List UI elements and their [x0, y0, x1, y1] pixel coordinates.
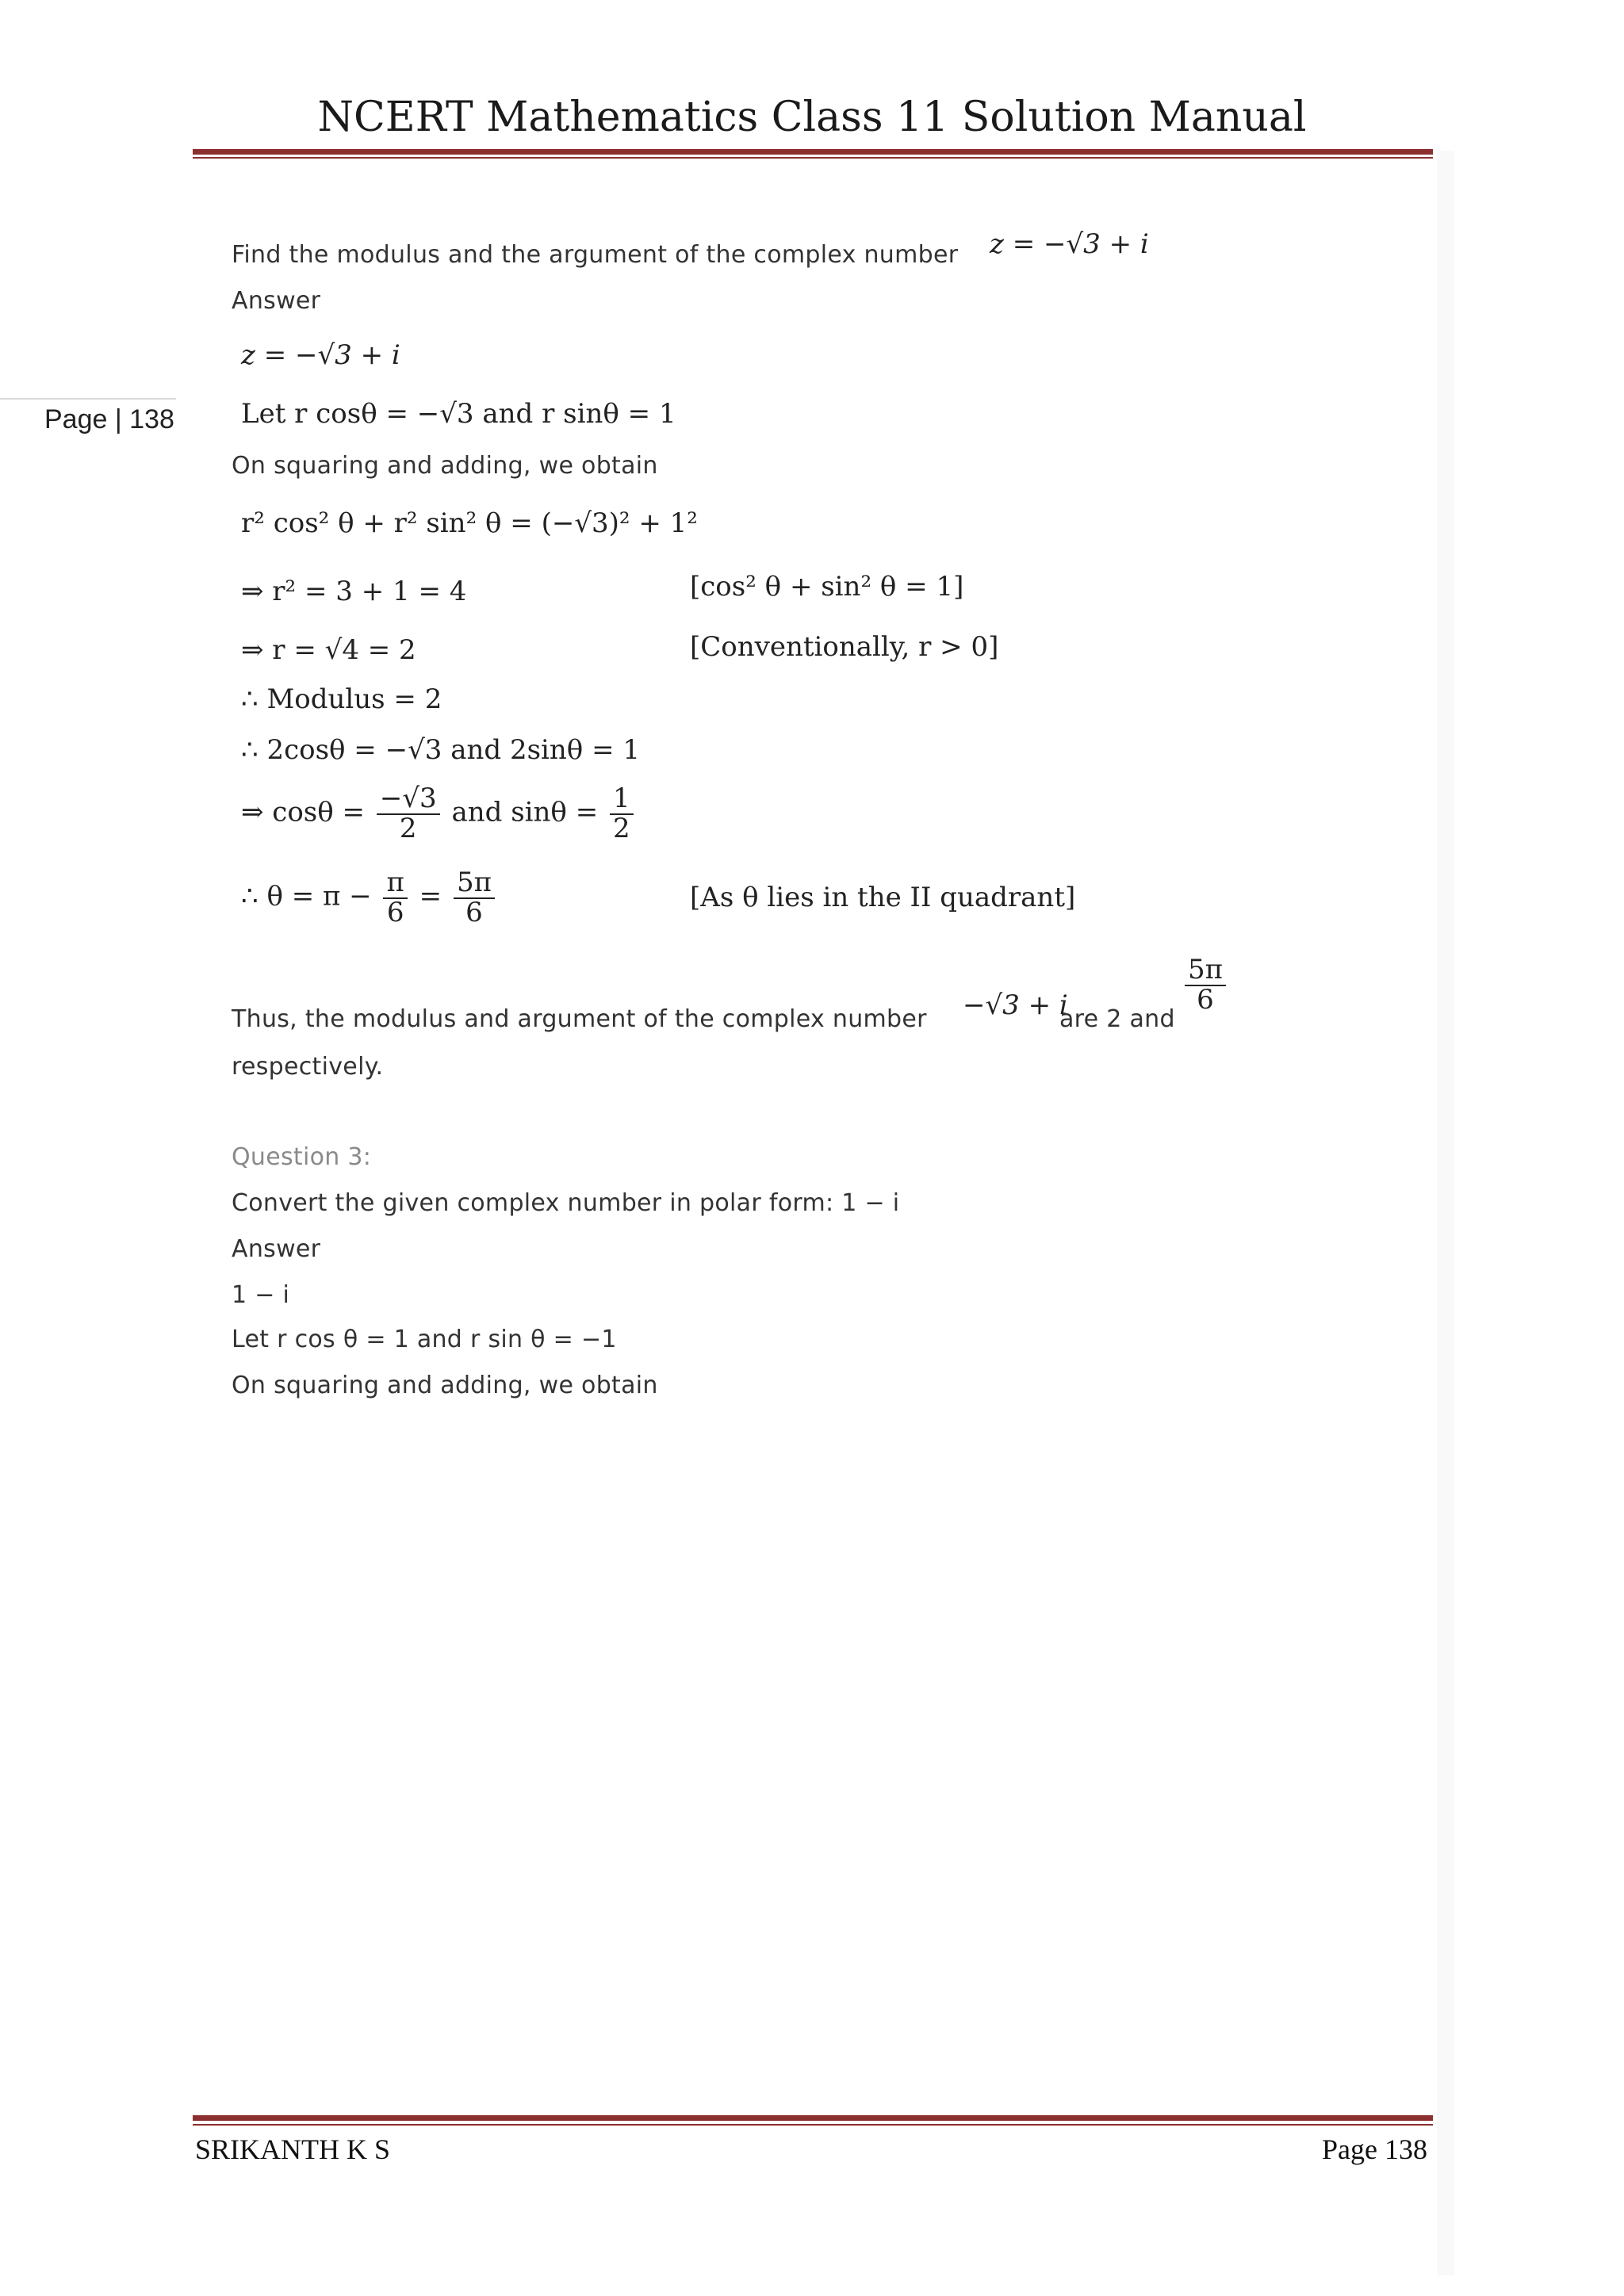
question-3-answer-label: Answer	[232, 1235, 321, 1263]
side-divider	[0, 398, 176, 400]
sin-fraction	[610, 785, 634, 843]
conclusion-text: Thus, the modulus and argument of the complex number	[232, 1005, 927, 1033]
cos-frac-denominator: 2	[399, 812, 417, 844]
header-rule-thick	[193, 149, 1433, 155]
theta-fraction-2	[454, 869, 495, 927]
cos-sin-fractions	[241, 785, 637, 843]
modulus-line: ∴ Modulus = 2	[241, 683, 442, 715]
theta-frac2-numerator: 5π	[454, 869, 495, 899]
squaring-text: On squaring and adding, we obtain	[232, 452, 658, 480]
question-3-text: Convert the given complex number in polar form: 1 − i	[232, 1189, 900, 1217]
question-3-let-line: Let r cos θ = 1 and r sin θ = −1	[232, 1326, 617, 1353]
footer-author: SRIKANTH K S	[195, 2133, 391, 2165]
conclusion-expression: −√3 + i	[963, 989, 1068, 1021]
scan-edge-strip	[1437, 151, 1454, 2275]
side-page-number: Page | 138	[44, 404, 174, 434]
theta-frac1-denominator: 6	[386, 896, 404, 928]
z-expression: z = −√3 + i	[241, 339, 400, 371]
theta-frac2-denominator: 6	[465, 896, 483, 928]
cos-frac-numerator: −√3	[377, 785, 440, 815]
sin-frac-prefix: and sinθ =	[451, 796, 599, 828]
theta-prefix: ∴ θ = π −	[241, 880, 372, 913]
theta-fraction-1	[383, 869, 407, 927]
theta-equation	[241, 869, 498, 927]
footer-rule-thin	[193, 2124, 1433, 2126]
conclusion-fraction	[1182, 956, 1229, 1014]
r-squared-equation: ⇒ r² = 3 + 1 = 4	[241, 576, 467, 607]
r-equation: ⇒ r = √4 = 2	[241, 634, 416, 666]
sin-frac-denominator: 2	[613, 812, 630, 844]
question-3-squaring-text: On squaring and adding, we obtain	[232, 1372, 658, 1399]
conclusion-text-2: are 2 and	[1059, 1005, 1175, 1033]
footer-rule-thick	[193, 2115, 1433, 2121]
theta-frac1-numerator: π	[383, 869, 407, 899]
quadrant-note: [As θ lies in the II quadrant]	[690, 882, 1076, 913]
cos-fraction	[377, 785, 440, 843]
conclusion-respectively: respectively.	[232, 1053, 384, 1081]
cos-sin-line: ∴ 2cosθ = −√3 and 2sinθ = 1	[241, 734, 640, 766]
header-rule-thin	[193, 157, 1433, 159]
question-2-expression: z = −√3 + i	[990, 228, 1149, 260]
conclusion-frac-numerator: 5π	[1185, 956, 1226, 986]
question-2-text: Find the modulus and the argument of the complex number	[232, 241, 959, 269]
answer-label: Answer	[232, 287, 321, 315]
question-3-heading: Question 3:	[232, 1143, 372, 1171]
convention-note: [Conventionally, r > 0]	[690, 631, 999, 663]
conclusion-frac	[1185, 956, 1226, 1014]
cos-frac-prefix: ⇒ cosθ =	[241, 796, 366, 828]
let-equation: Let r cosθ = −√3 and r sinθ = 1	[241, 398, 676, 430]
page-header-title: NCERT Mathematics Class 11 Solution Manual	[317, 94, 1307, 141]
theta-equals: =	[419, 880, 442, 913]
conclusion-frac-denominator: 6	[1197, 983, 1214, 1016]
sin-frac-numerator: 1	[610, 785, 634, 815]
squared-equation: r² cos² θ + r² sin² θ = (−√3)² + 1²	[241, 507, 698, 539]
footer-page-number: Page 138	[1322, 2133, 1427, 2165]
identity-note: [cos² θ + sin² θ = 1]	[690, 571, 964, 603]
question-3-expression: 1 − i	[232, 1281, 290, 1309]
